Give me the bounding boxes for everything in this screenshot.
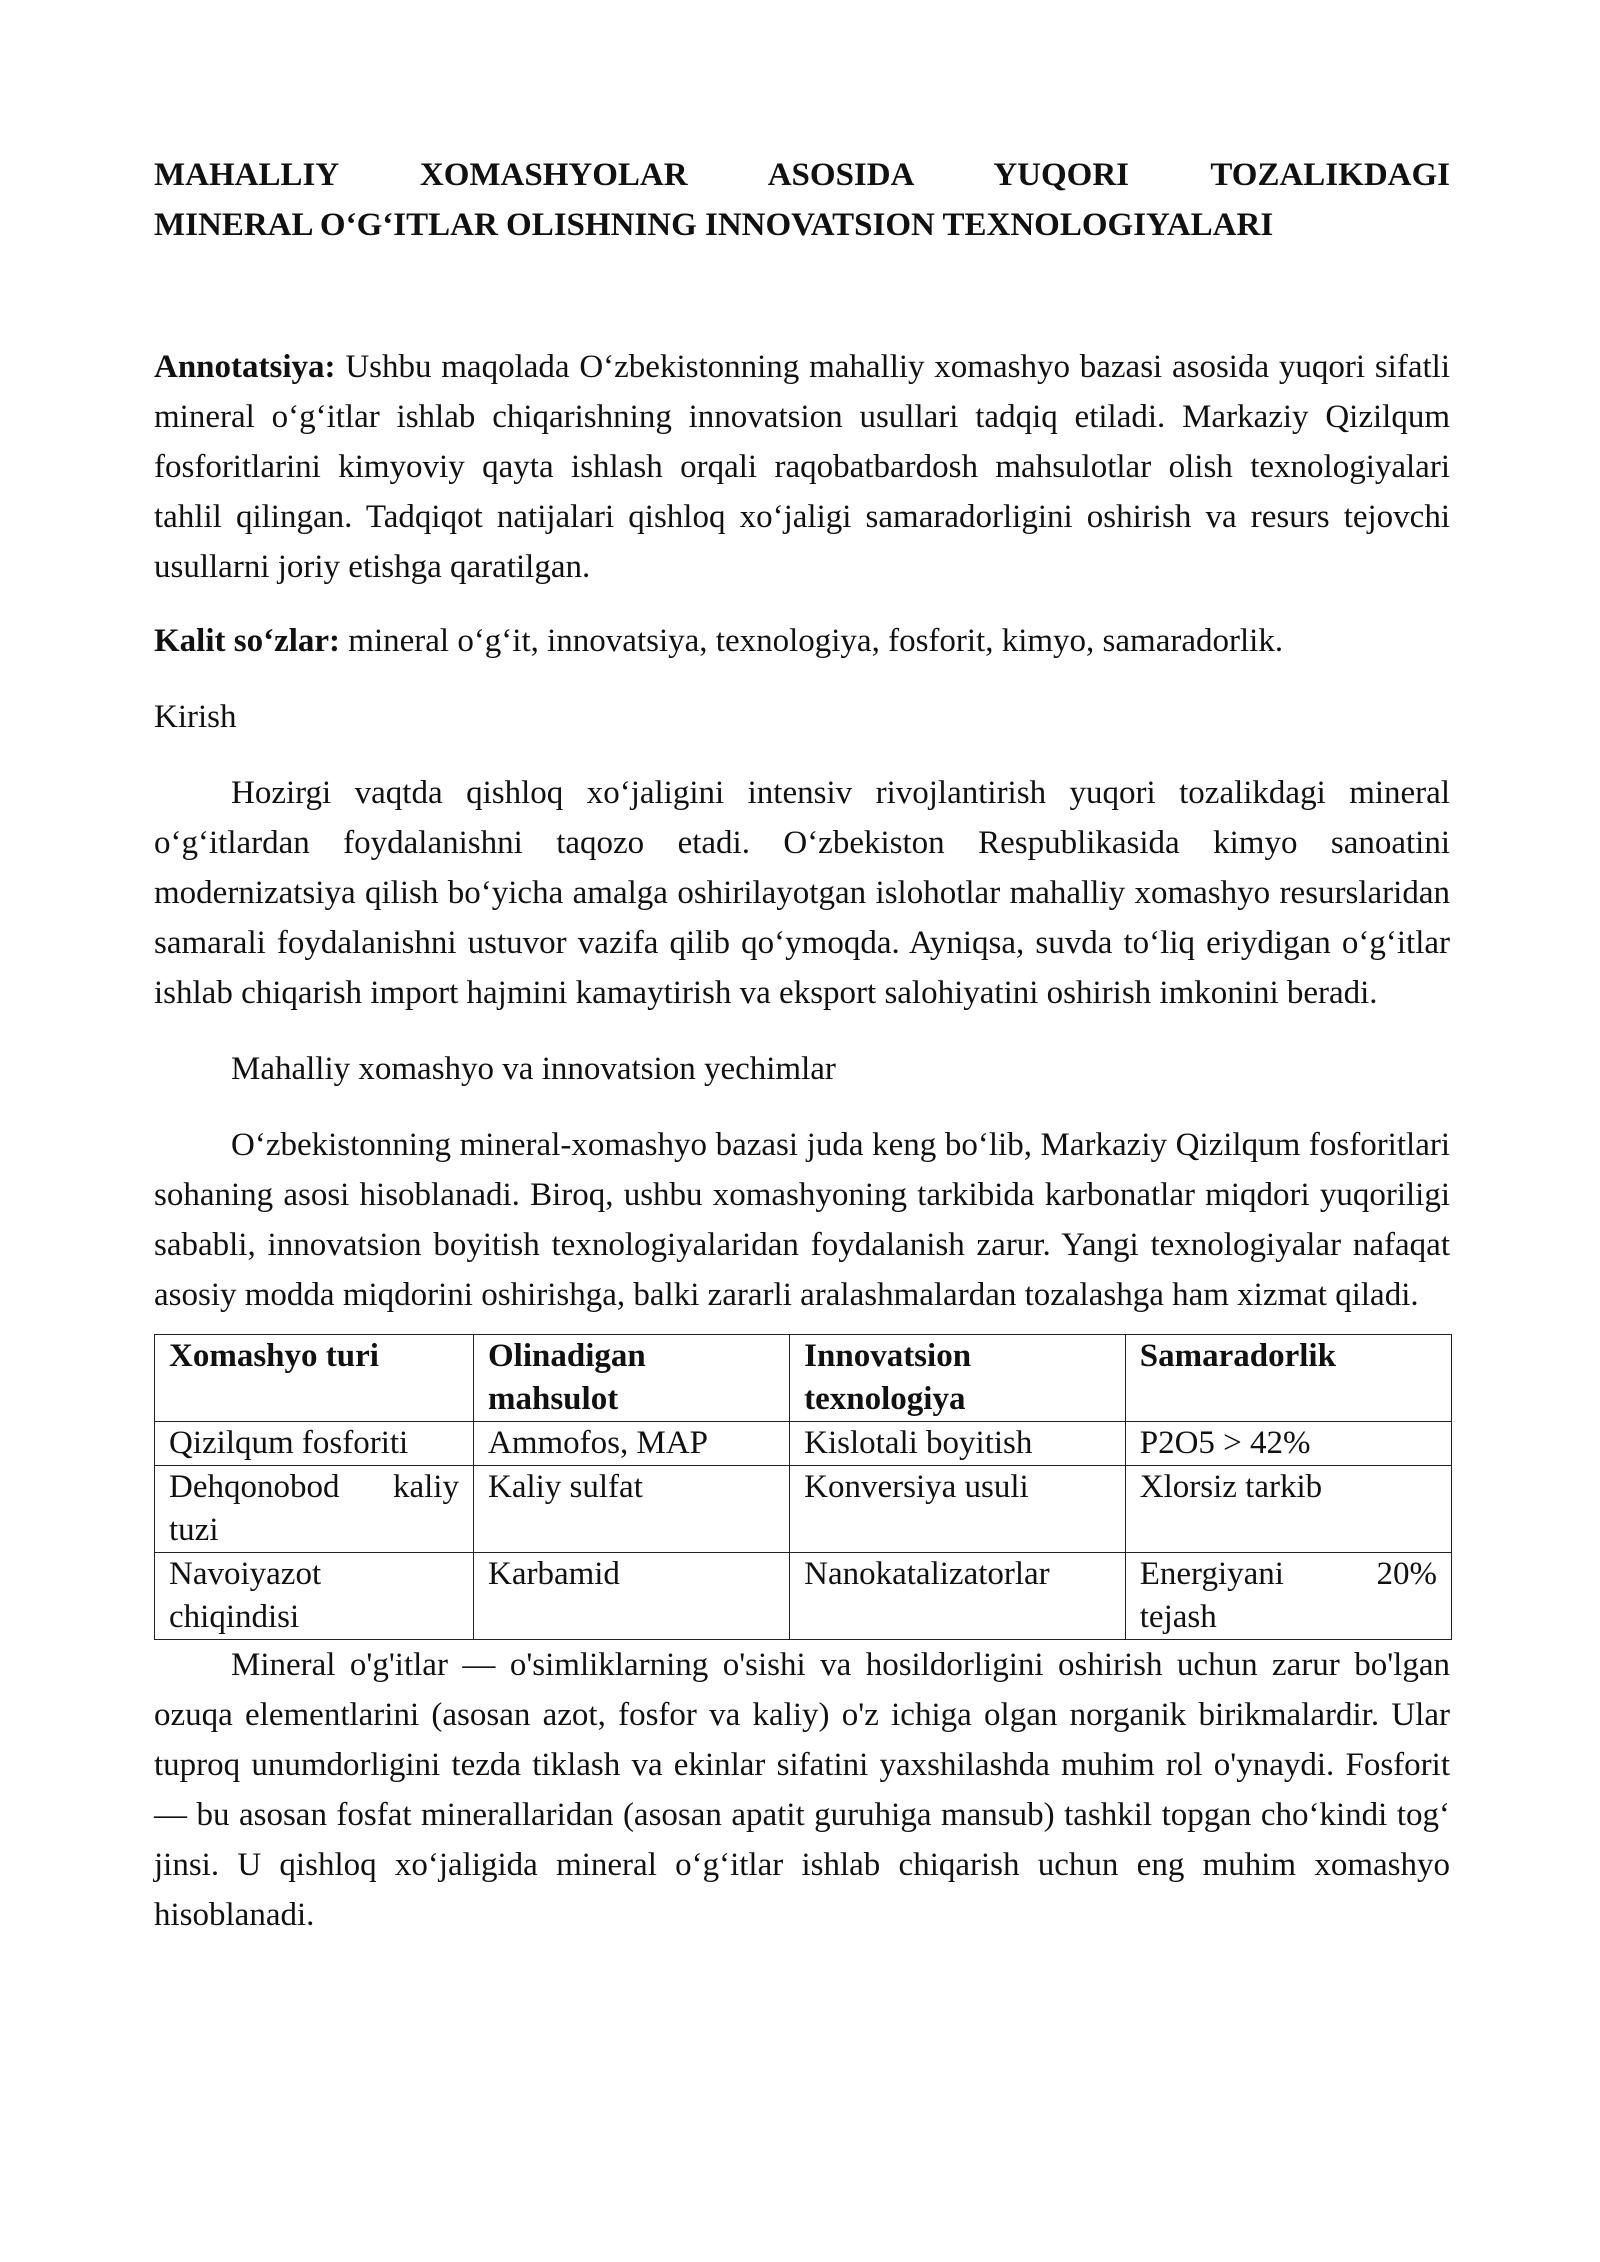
body-paragraph: O‘zbekistonning mineral-xomashyo bazasi juda keng bo‘lib, Markaziy Qizilqum fosforitlari sohaning asosi hisoblanadi. Biroq, ushbu xomashyoning tarkibida karbonatlar miqdori yuqoriligi sababli, innovatsion boyitish texnologiyalaridan foydalanish zarur. Yangi texnologiyalar nafaqat asosiy modda miqdorini oshirishga, balki zararli aralashmalardan tozalashga ham xizmat qiladi. [154, 1127, 1450, 1313]
table-cell: Energiyani 20% tejash [1125, 1553, 1451, 1640]
table-cell: Dehqonobod kaliy tuzi [155, 1466, 474, 1553]
table-cell: Nanokatalizatorlar [790, 1553, 1126, 1640]
intro-paragraph: Hozirgi vaqtda qishloq xo‘jaligini intensiv rivojlantirish yuqori tozalikdagi mineral o‘g‘itlardan foydalanishni taqozo etadi. O‘zbekiston Respublikasida kimyo sanoatini modernizatsiya qilish bo‘yicha amalga oshirilayotgan islohotlar mahalliy xomashyo resurslaridan samarali foydalanishni ustuvor vazifa qilib qo‘ymoqda. Ayniqsa, suvda to‘liq eriydigan o‘g‘itlar ishlab chiqarish import hajmini kamaytirish va eksport salohiyatini oshirish imkonini beradi. [154, 775, 1450, 1011]
section-subheading: Mahalliy xomashyo va innovatsion yechimlar [231, 1051, 836, 1087]
document-page [154, 150, 1450, 1940]
annotation-label: Annotatsiya: [154, 349, 336, 385]
annotation-text: Ushbu maqolada O‘zbekistonning mahalliy xomashyo bazasi asosida yuqori sifatli mineral o‘g‘itlar ishlab chiqarishning innovatsion usullari tadqiq etiladi. Markaziy Qizilqum fosforitlarini kimyoviy qayta ishlash orqali raqobatbardosh mahsulotlar olish texnologiyalari tahlil qilingan. Tadqiqot natijalari qishloq xo‘jaligi samaradorligini oshirish va resurs tejovchi usullarni joriy etishga qaratilgan. [154, 349, 1450, 585]
table-cell: P2O5 > 42% [1125, 1422, 1451, 1466]
data-table [154, 1334, 1452, 1640]
keywords-label: Kalit so‘zlar: [154, 623, 341, 659]
table-cell: Xlorsiz tarkib [1125, 1466, 1451, 1553]
after-table-paragraph: Mineral o'g'itlar — o'simliklarning o'sishi va hosildorligini oshirish uchun zarur bo'lgan ozuqa elementlarini (asosan azot, fosfor va kaliy) o'z ichiga olgan norganik birikmalardir. Ular tuproq unumdorligini tezda tiklash va ekinlar sifatini yaxshilashda muhim rol o'ynaydi. Fosforit — bu asosan fosfat minerallaridan (asosan apatit guruhiga mansub) tashkil topgan cho‘kindi tog‘ jinsi. U qishloq xo‘jaligida mineral o‘g‘itlar ishlab chiqarish uchun eng muhim xomashyo hisoblanadi. [154, 1647, 1450, 1933]
table-header-cell: Xomashyo turi [155, 1335, 474, 1422]
table-header-cell: Innovatsion texnologiya [790, 1335, 1126, 1422]
table-row [155, 1422, 1452, 1466]
table-cell: Kaliy sulfat [473, 1466, 789, 1553]
table-cell: Karbamid [473, 1553, 789, 1640]
paper-title-line-2: MINERAL O‘G‘ITLAR OLISHNING INNOVATSION TEXNOLOGIYALARI [154, 207, 1274, 243]
table-header-cell: Olinadigan mahsulot [473, 1335, 789, 1422]
keywords-paragraph [154, 616, 1450, 666]
table-cell: Qizilqum fosforiti [155, 1422, 474, 1466]
keywords-text: mineral o‘g‘it, innovatsiya, texnologiya, fosforit, kimyo, samaradorlik. [348, 623, 1284, 659]
table-cell: Kislotali boyitish [790, 1422, 1126, 1466]
table-header-row [155, 1335, 1452, 1422]
paper-title [154, 150, 1450, 250]
table-row [155, 1466, 1452, 1553]
paper-title-line-1: MAHALLIY XOMASHYOLAR ASOSIDA YUQORI TOZALIKDAGI [154, 157, 1450, 193]
table-row [155, 1553, 1452, 1640]
table-cell: Konversiya usuli [790, 1466, 1126, 1553]
table-cell: Ammofos, MAP [473, 1422, 789, 1466]
annotation-paragraph [154, 342, 1450, 592]
table-header-cell: Samaradorlik [1125, 1335, 1451, 1422]
table-cell: Navoiyazot chiqindisi [155, 1553, 474, 1640]
section-heading-kirish: Kirish [154, 699, 237, 735]
